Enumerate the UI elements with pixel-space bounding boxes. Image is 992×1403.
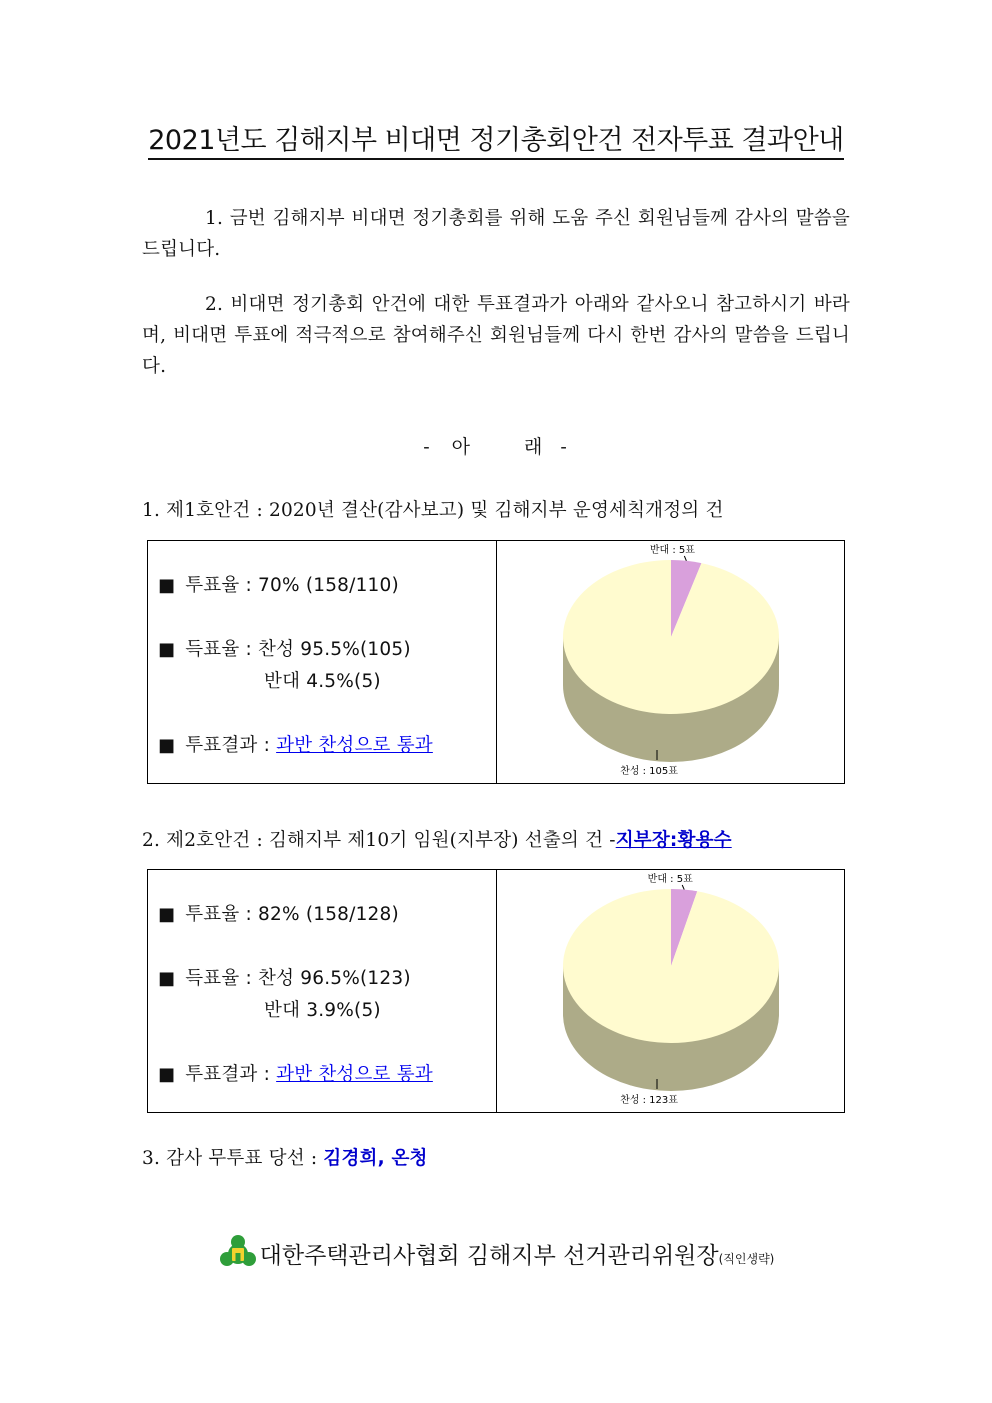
vote-pie-chart-1: [497, 541, 845, 783]
agenda-2-heading: 2. 제2호안건 : 김해지부 제10기 임원(지부장) 선출의 건 -지부장:황용수: [142, 830, 732, 851]
pie-slice-찬성: [563, 560, 779, 714]
vote-pie-chart-2: [497, 870, 845, 1112]
turnout-row: ■ 투표율 : 70% (158/110): [158, 575, 399, 596]
pie-label-반대: 반대 : 5표: [649, 545, 695, 556]
square-bullet-icon: ■: [158, 968, 176, 989]
square-bullet-icon: ■: [158, 575, 176, 596]
result-row: ■ 투표결과 : 과반 찬성으로 통과: [158, 1064, 433, 1085]
vote-rate-row: ■ 득표율 : 찬성 95.5%(105): [158, 639, 411, 660]
pie-label-찬성: 찬성 : 105표: [620, 766, 678, 777]
pie-label-반대: 반대 : 5표: [647, 874, 693, 885]
leader-line: [684, 556, 686, 561]
audit-election-line: 3. 감사 무투표 당선 : 김경희, 온청: [142, 1148, 428, 1169]
paragraph-1: 1. 금번 김해지부 비대면 정기총회를 위해 도움 주신 회원님들께 감사의 말씀을 드립니다.: [142, 208, 850, 260]
result-link[interactable]: 과반 찬성으로 통과: [276, 1064, 433, 1085]
pie-label-찬성: 찬성 : 123표: [620, 1095, 678, 1106]
agenda-2-table: [147, 869, 845, 1113]
signature-line: 대한주택관리사협회 김해지부 선거관리위원장(직인생략): [0, 1234, 992, 1270]
square-bullet-icon: ■: [158, 639, 176, 660]
leader-line: [682, 885, 684, 890]
square-bullet-icon: ■: [158, 735, 176, 756]
square-bullet-icon: ■: [158, 1064, 176, 1085]
result-link[interactable]: 과반 찬성으로 통과: [276, 735, 433, 756]
vote-against-row: 반대 3.9%(5): [264, 1000, 381, 1021]
section-heading: - 아 래 -: [423, 436, 569, 458]
association-logo-icon: [218, 1234, 258, 1270]
turnout-row: ■ 투표율 : 82% (158/128): [158, 904, 399, 925]
agenda-1-heading: 1. 제1호안건 : 2020년 결산(감사보고) 및 김해지부 운영세칙개정의 건: [142, 500, 724, 521]
agenda-1-table: [147, 540, 845, 784]
page-title: 2021년도 김해지부 비대면 정기총회안건 전자투표 결과안내: [0, 118, 992, 157]
pie-slice-찬성: [563, 889, 779, 1043]
paragraph-2: 2. 비대면 정기총회 안건에 대한 투표결과가 아래와 같사오니 참고하시기 바라며, 비대면 투표에 적극적으로 참여해주신 회원님들께 다시 한번 감사의 말씀을 드립니다.: [142, 294, 850, 377]
vote-rate-row: ■ 득표율 : 찬성 96.5%(123): [158, 968, 411, 989]
auditor-names: 김경희, 온청: [323, 1148, 428, 1169]
chairman-link[interactable]: 지부장:황용수: [615, 830, 732, 851]
vote-against-row: 반대 4.5%(5): [264, 671, 381, 692]
result-row: ■ 투표결과 : 과반 찬성으로 통과: [158, 735, 433, 756]
square-bullet-icon: ■: [158, 904, 176, 925]
